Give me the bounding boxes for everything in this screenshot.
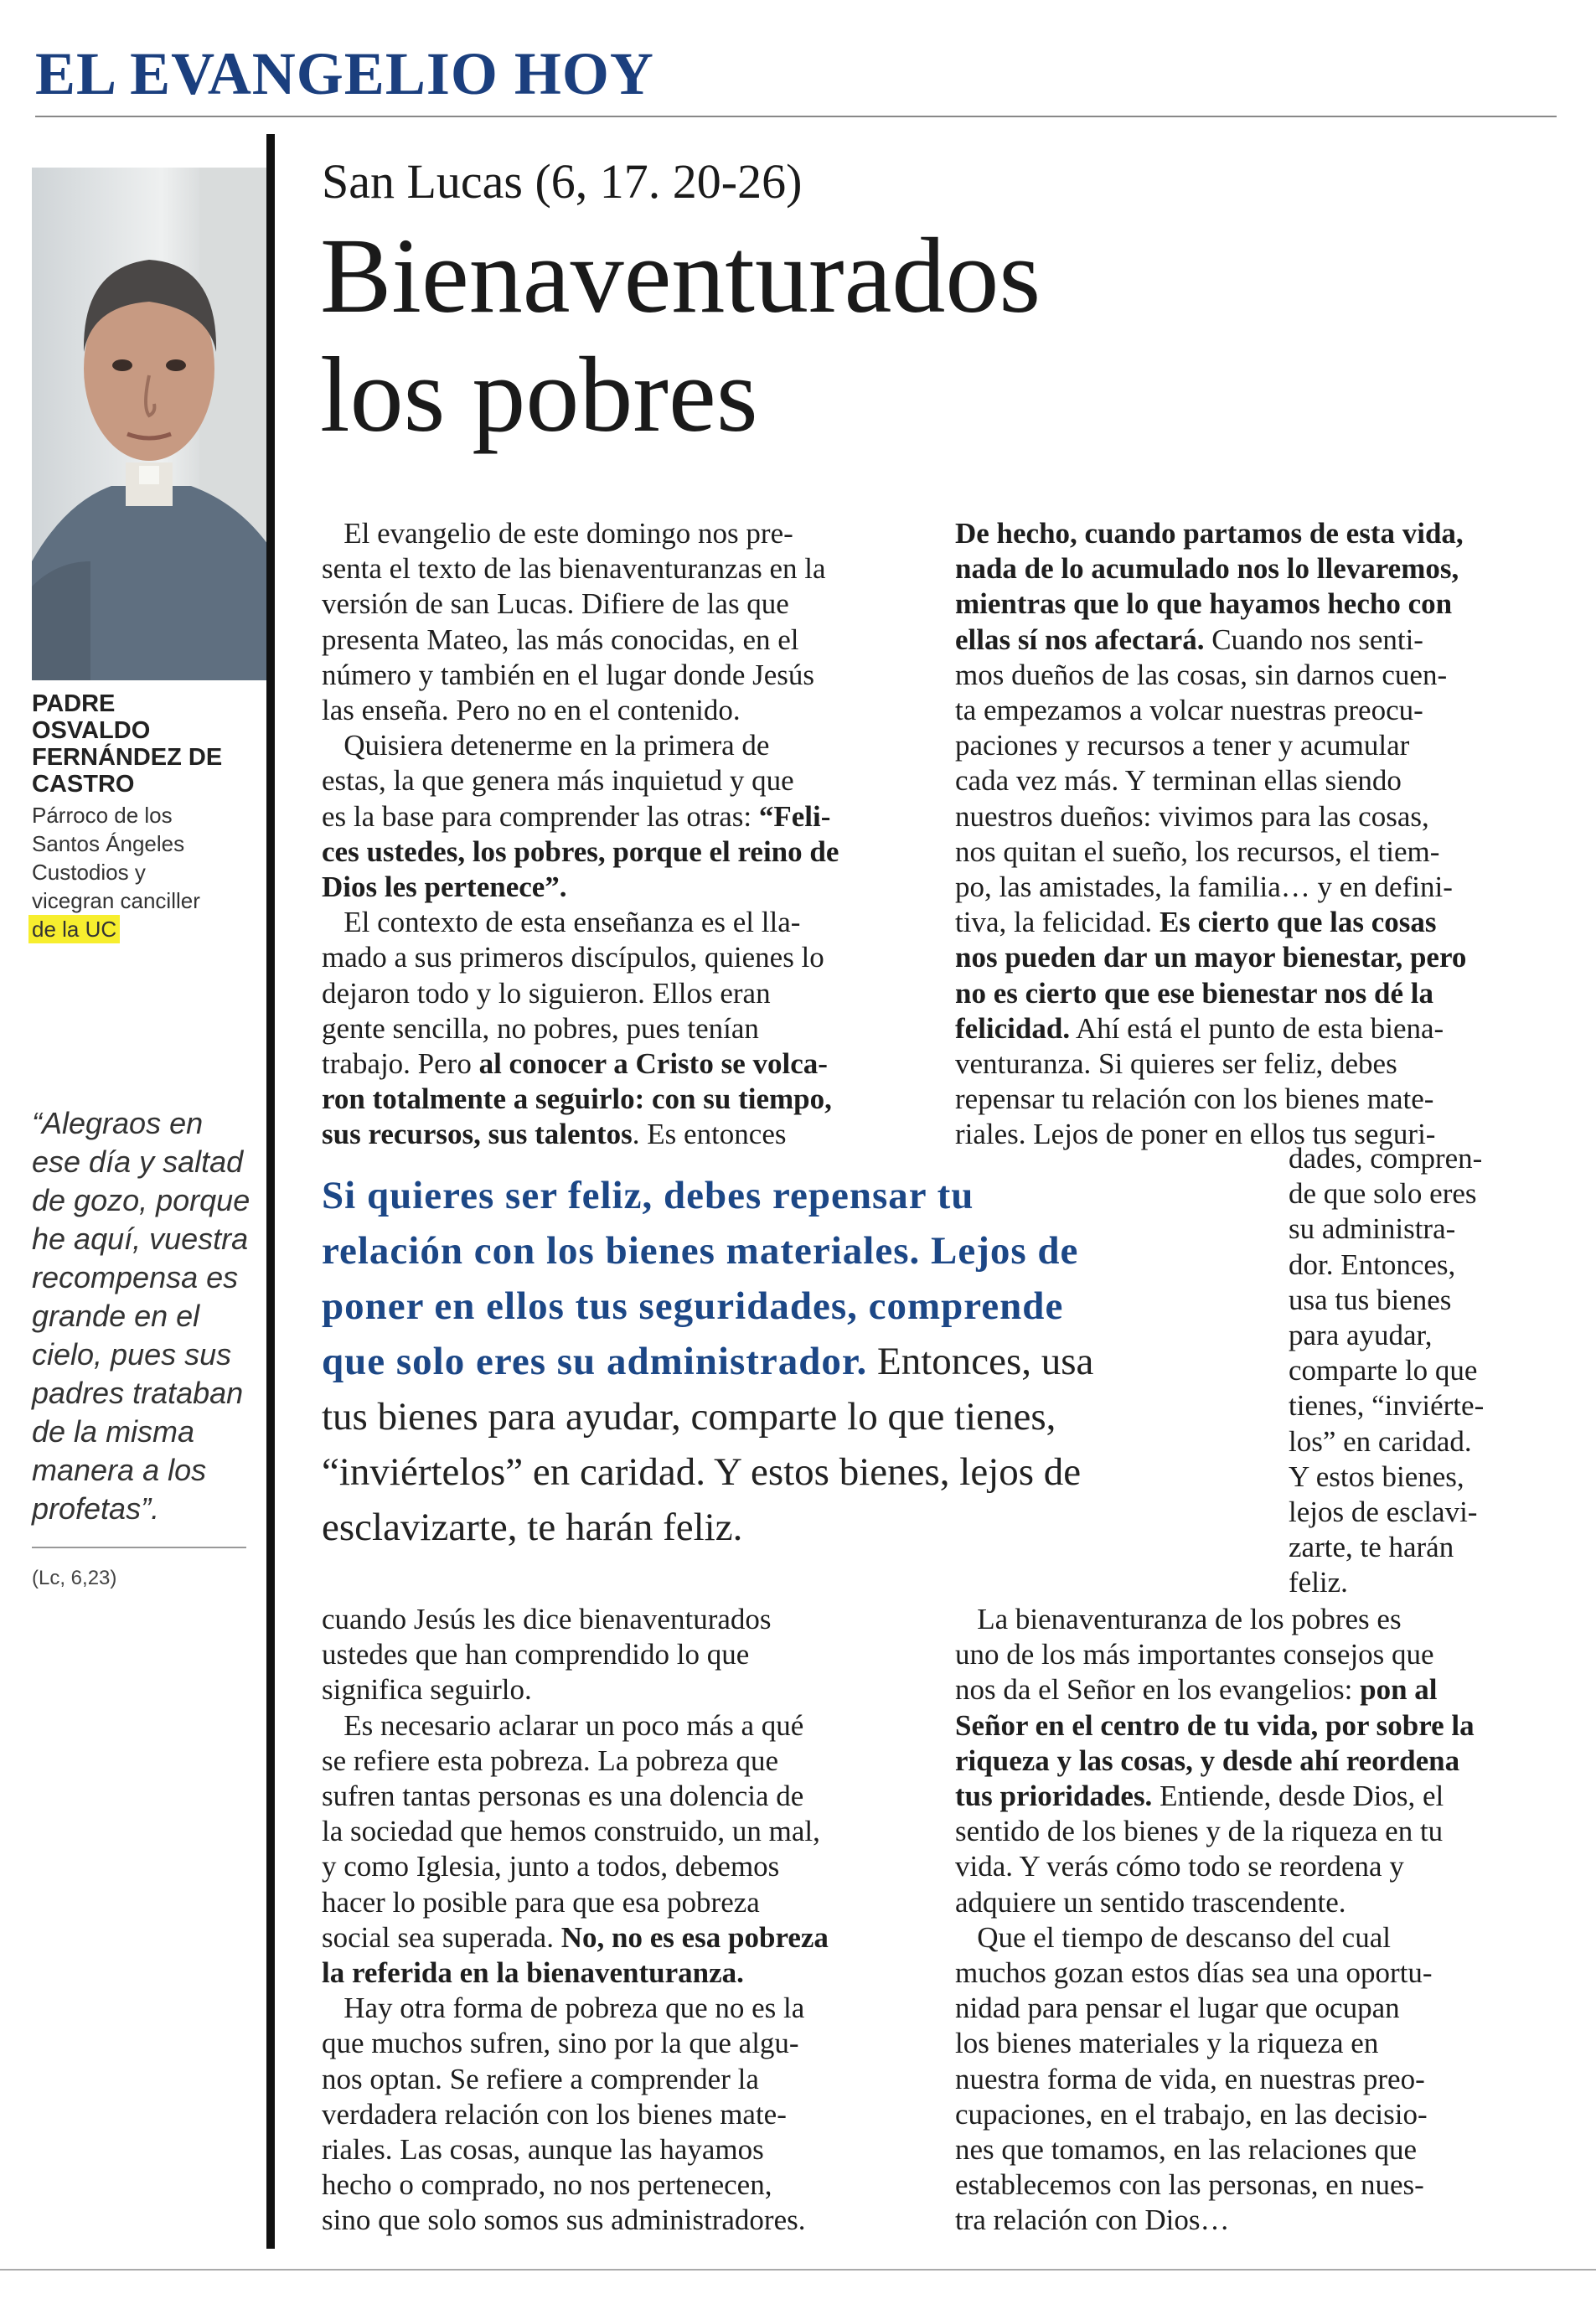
text-run: El contexto de esta enseñanza es el lla- — [322, 906, 801, 939]
text-run: mos dueños de las cosas, sin darnos cuen- — [955, 658, 1448, 691]
text-line — [955, 728, 1558, 763]
text-run: significa seguirlo. — [322, 1673, 532, 1707]
text-line — [322, 1920, 908, 1955]
author-role — [32, 801, 266, 943]
text-line — [1289, 1424, 1557, 1459]
text-line — [1289, 1248, 1557, 1283]
text-line — [955, 516, 1558, 551]
bold-run: Dios les pertenece”. — [322, 871, 567, 904]
column-1-top — [322, 516, 908, 1153]
text-line — [1289, 1459, 1557, 1495]
bottom-divider — [0, 2269, 1596, 2271]
text-run: sentido de los bienes y de la riqueza en tu — [955, 1815, 1444, 1848]
author-photo — [32, 168, 268, 680]
quote-line: de gozo, porque — [32, 1183, 251, 1217]
text-run: para ayudar, — [1289, 1319, 1433, 1352]
text-line — [322, 1885, 908, 1920]
text-line — [322, 1223, 1268, 1279]
text-run: muchos gozan estos días sea una oportu- — [955, 1956, 1433, 1990]
text-run: estas, la que genera más inquietud y que — [322, 764, 794, 798]
text-line — [322, 1444, 1268, 1500]
text-line — [955, 1708, 1558, 1744]
text-line — [322, 1955, 908, 1991]
bold-run: tus prioridades. — [955, 1780, 1153, 1813]
text-line — [955, 1637, 1558, 1672]
bold-run: pon al — [1360, 1673, 1438, 1707]
bold-run: mientras que lo que hayamos hecho con — [955, 587, 1453, 621]
text-line — [1289, 1530, 1557, 1565]
text-run: riales. Las cosas, aunque las hayamos — [322, 2133, 764, 2167]
text-line — [322, 658, 908, 693]
text-line — [322, 623, 908, 658]
column-2-top — [955, 516, 1558, 1153]
text-line — [955, 1672, 1558, 1707]
text-run: adquiere un sentido trascendente. — [955, 1885, 1346, 1919]
bold-run: No, no es esa pobreza — [560, 1920, 829, 1954]
quote-line: padres trataban — [32, 1376, 244, 1410]
text-line — [955, 658, 1558, 693]
text-line — [955, 1046, 1558, 1082]
text-line — [322, 834, 908, 870]
text-line — [322, 2132, 908, 2167]
text-run: Ahí está el punto de esta biena- — [1070, 1011, 1444, 1045]
text-line — [322, 1849, 908, 1884]
text-run: “inviértelos” en caridad. Y estos bienes, lejos de — [322, 1450, 1082, 1494]
text-run: nos da el Señor en los evangelios: — [955, 1673, 1361, 1707]
quote-line: de la misma — [32, 1414, 195, 1449]
bold-run: sus recursos, sus talentos — [322, 1118, 633, 1151]
text-line — [955, 1011, 1558, 1046]
text-run: mado a sus primeros discípulos, quienes lo — [322, 941, 824, 974]
text-run: cuando Jesús les dice bienaventurados — [322, 1603, 772, 1635]
author-role-line: Santos Ángeles — [32, 831, 185, 856]
bold-run: nada de lo acumulado nos lo llevaremos, — [955, 552, 1459, 586]
quote-line: recompensa es — [32, 1260, 239, 1294]
text-line — [322, 2062, 908, 2097]
text-line — [322, 870, 908, 905]
headline-line: los pobres — [320, 335, 758, 454]
text-line — [322, 799, 908, 834]
text-run: venturanza. Si quieres ser feliz, debes — [955, 1047, 1397, 1081]
text-line — [322, 1082, 908, 1117]
text-run: verdadera relación con los bienes mate- — [322, 2097, 787, 2131]
text-line — [955, 870, 1558, 905]
author-role-line: Custodios y — [32, 860, 146, 885]
text-run: Quisiera detenerme en la primera de — [322, 729, 770, 762]
text-line — [1289, 1565, 1557, 1600]
quote-reference: (Lc, 6,23) — [32, 1567, 117, 1589]
pull-quote — [322, 1168, 1268, 1555]
bold-run: al conocer a Cristo se volca- — [478, 1047, 828, 1081]
text-line — [322, 2203, 908, 2238]
text-run: los” en caridad. — [1289, 1424, 1472, 1458]
text-line — [322, 728, 908, 763]
text-run: gente sencilla, no pobres, pues tenían — [322, 1011, 759, 1045]
text-line — [1289, 1211, 1557, 1247]
text-run: que muchos sufren, sino por la que algu- — [322, 2027, 799, 2060]
text-run: Hay otra forma de pobreza que no es la — [322, 1992, 805, 2025]
quote-line: manera a los — [32, 1453, 207, 1487]
text-run: es la base para comprender las otras: — [322, 799, 759, 833]
text-line — [955, 1814, 1558, 1849]
text-line — [1289, 1176, 1557, 1211]
text-line — [955, 623, 1558, 658]
text-line — [322, 1744, 908, 1779]
bold-run: relación con los bienes materiales. Lejos de — [322, 1229, 1079, 1273]
text-line — [322, 1389, 1268, 1444]
text-run: y como Iglesia, junto a todos, debemos — [322, 1850, 780, 1883]
text-line — [322, 516, 908, 551]
text-line — [322, 2026, 908, 2061]
text-run: sino que solo somos sus administradores. — [322, 2203, 806, 2237]
author-role-line: Párroco de los — [32, 803, 173, 828]
text-run: lejos de esclavi- — [1289, 1496, 1478, 1529]
text-run: nes que tomamos, en las relaciones que — [955, 2133, 1418, 2167]
text-line — [322, 1814, 908, 1849]
text-line — [322, 1500, 1268, 1555]
text-line — [955, 1602, 1558, 1637]
text-line — [955, 1849, 1558, 1884]
text-line — [322, 1117, 908, 1152]
bold-run: ces ustedes, los pobres, porque el reino de — [322, 834, 839, 868]
text-run: número y también en el lugar donde Jesús — [322, 658, 815, 691]
column-2-wrap — [1289, 1141, 1557, 1601]
text-line — [1289, 1353, 1557, 1388]
text-run: La bienaventuranza de los pobres es — [955, 1603, 1402, 1635]
bold-run: ron totalmente a seguirlo: con su tiempo, — [322, 1082, 832, 1116]
text-line — [955, 2062, 1558, 2097]
text-run: las enseña. Pero no en el contenido. — [322, 694, 741, 727]
bold-run: De hecho, cuando partamos de esta vida, — [955, 517, 1464, 550]
text-run: dor. Entonces, — [1289, 1248, 1456, 1281]
text-line — [955, 2097, 1558, 2132]
text-run: nidad para pensar el lugar que ocupan — [955, 1992, 1400, 2025]
text-run: de que solo eres — [1289, 1177, 1477, 1211]
text-line — [1289, 1495, 1557, 1530]
text-run: Entonces, usa — [867, 1340, 1094, 1383]
text-line — [955, 1885, 1558, 1920]
text-run: ta empezamos a volcar nuestras preocu- — [955, 694, 1423, 727]
text-run: Entiende, desde Dios, el — [1152, 1780, 1444, 1813]
text-run: uno de los más importantes consejos que — [955, 1638, 1434, 1671]
text-line — [322, 1672, 908, 1707]
author-name-line: CASTRO — [32, 771, 135, 798]
top-divider — [35, 116, 1557, 117]
text-run: paciones y recursos a tener y acumular — [955, 729, 1410, 762]
text-line — [955, 905, 1558, 940]
text-run: feliz. — [1289, 1566, 1348, 1599]
text-run: Que el tiempo de descanso del cual — [955, 1920, 1391, 1954]
bold-run: Señor en el centro de tu vida, por sobre la — [955, 1708, 1475, 1742]
text-run: usa tus bienes — [1289, 1283, 1452, 1316]
text-run: nos quitan el sueño, los recursos, el tiem- — [955, 834, 1440, 868]
bold-run: poner en ellos tus seguridades, comprende — [322, 1284, 1064, 1328]
text-run: senta el texto de las bienaventuranzas en la — [322, 552, 826, 586]
text-line — [322, 551, 908, 586]
author-role-line: vicegran canciller — [32, 888, 200, 913]
text-line — [955, 2203, 1558, 2238]
text-run: dejaron todo y lo siguieron. Ellos eran — [322, 976, 771, 1010]
bold-run: Si quieres ser feliz, debes repensar tu — [322, 1174, 974, 1217]
text-run: riales. Lejos de poner en ellos tus seguri- — [955, 1118, 1436, 1151]
column-1-bottom — [322, 1602, 908, 2239]
author-name-line: OSVALDO — [32, 717, 151, 744]
text-line — [322, 763, 908, 798]
text-line — [322, 940, 908, 975]
text-line — [955, 586, 1558, 622]
text-line — [1289, 1141, 1557, 1176]
text-line — [955, 763, 1558, 798]
text-run: versión de san Lucas. Difiere de las que — [322, 587, 789, 621]
text-line — [322, 1991, 908, 2026]
text-line — [955, 2026, 1558, 2061]
column-2-bottom — [955, 1602, 1558, 2239]
text-line — [955, 2132, 1558, 2167]
text-run: ustedes que han comprendido lo que — [322, 1638, 750, 1671]
bold-run: Es cierto que las cosas — [1159, 906, 1437, 939]
quote-line: he aquí, vuestra — [32, 1222, 249, 1256]
text-run: repensar tu relación con los bienes mate- — [955, 1082, 1434, 1116]
bold-run: felicidad. — [955, 1011, 1071, 1045]
bold-run: la referida en la bienaventuranza. — [322, 1956, 744, 1990]
text-run: sufren tantas personas es una dolencia de — [322, 1780, 804, 1813]
headline-line: Bienaventurados — [320, 216, 1041, 335]
bold-run: riqueza y las cosas, y desde ahí reordena — [955, 1744, 1460, 1777]
text-line — [322, 586, 908, 622]
text-run: zarte, te harán — [1289, 1531, 1454, 1564]
text-run: se refiere esta pobreza. La pobreza que — [322, 1744, 779, 1777]
text-run: tiva, la felicidad. — [955, 906, 1160, 939]
text-line — [322, 1334, 1268, 1389]
text-run: social sea superada. — [322, 1920, 561, 1954]
text-run: tus bienes para ayudar, comparte lo que tienes, — [322, 1395, 1056, 1439]
author-name-line: FERNÁNDEZ DE — [32, 744, 223, 771]
bold-run: “Feli- — [758, 799, 831, 833]
text-run: Es necesario aclarar un poco más a qué — [322, 1708, 804, 1742]
text-line — [322, 905, 908, 940]
text-line — [322, 1637, 908, 1672]
text-line — [955, 1082, 1558, 1117]
text-line — [955, 799, 1558, 834]
bold-run: no es cierto que ese bienestar nos dé la — [955, 976, 1433, 1010]
text-line — [1289, 1283, 1557, 1318]
column-rule — [266, 134, 275, 2249]
text-run: esclavizarte, te harán feliz. — [322, 1506, 743, 1549]
text-run: hacer lo posible para que esa pobreza — [322, 1885, 760, 1919]
text-line — [322, 1279, 1268, 1334]
author-name-line: PADRE — [32, 690, 116, 717]
text-run: Cuando nos senti- — [1204, 623, 1423, 656]
text-line — [955, 834, 1558, 870]
text-line — [322, 1602, 908, 1637]
headline — [320, 216, 1041, 454]
text-line — [955, 940, 1558, 975]
text-line — [955, 1920, 1558, 1955]
text-line — [955, 2167, 1558, 2203]
text-run: . Es entonces — [632, 1118, 787, 1151]
text-line — [955, 1991, 1558, 2026]
gospel-reference: San Lucas (6, 17. 20-26) — [322, 154, 803, 209]
text-line — [955, 976, 1558, 1011]
text-line — [322, 1779, 908, 1814]
sidebar-quote — [32, 1104, 251, 1528]
text-line — [322, 2167, 908, 2203]
quote-line: profetas”. — [32, 1491, 160, 1526]
text-run: nuestra forma de vida, en nuestras preo- — [955, 2062, 1425, 2095]
text-run: El evangelio de este domingo nos pre- — [322, 517, 793, 550]
text-run: la sociedad que hemos construido, un mal, — [322, 1815, 820, 1848]
text-line — [1289, 1318, 1557, 1353]
text-run: nos optan. Se refiere a comprender la — [322, 2062, 759, 2095]
text-run: vida. Y verás cómo todo se reordena y — [955, 1850, 1404, 1883]
text-run: presenta Mateo, las más conocidas, en el — [322, 623, 799, 656]
text-line — [955, 693, 1558, 728]
text-run: cupaciones, en el trabajo, en las decisio- — [955, 2097, 1428, 2131]
section-title: EL EVANGELIO HOY — [35, 40, 654, 107]
quote-line: ese día y saltad — [32, 1144, 244, 1179]
text-run: cada vez más. Y terminan ellas siendo — [955, 764, 1402, 798]
text-run: los bienes materiales y la riqueza en — [955, 2027, 1379, 2060]
text-run: trabajo. Pero — [322, 1047, 479, 1081]
text-run: dades, compren- — [1289, 1142, 1483, 1175]
text-line — [322, 693, 908, 728]
text-line — [322, 1708, 908, 1744]
text-line — [955, 1955, 1558, 1991]
text-line — [955, 1744, 1558, 1779]
bold-run: nos pueden dar un mayor bienestar, pero — [955, 941, 1467, 974]
quote-line: cielo, pues sus — [32, 1337, 232, 1372]
text-run: po, las amistades, la familia… y en defini- — [955, 871, 1453, 904]
text-line — [322, 1011, 908, 1046]
quote-line: grande en el — [32, 1299, 200, 1333]
quote-line: “Alegraos en — [32, 1106, 204, 1140]
text-run: nuestros dueños: vivimos para las cosas, — [955, 799, 1429, 833]
text-run: establecemos con las personas, en nues- — [955, 2168, 1424, 2202]
text-line — [322, 1046, 908, 1082]
text-run: tienes, “inviérte- — [1289, 1389, 1485, 1423]
text-line — [322, 1168, 1268, 1223]
bold-run: que solo eres su administrador. — [322, 1340, 868, 1383]
text-run: tra relación con Dios… — [955, 2203, 1230, 2237]
text-run: su administra- — [1289, 1212, 1456, 1246]
author-role-highlight: de la UC — [28, 915, 120, 943]
text-line — [322, 2097, 908, 2132]
text-line — [955, 551, 1558, 586]
text-run: hecho o comprado, no nos pertenecen, — [322, 2168, 772, 2202]
bold-run: ellas sí nos afectará. — [955, 623, 1205, 656]
text-run: comparte lo que — [1289, 1354, 1478, 1387]
quote-divider — [32, 1547, 246, 1548]
text-line — [1289, 1388, 1557, 1423]
text-line — [322, 976, 908, 1011]
author-name — [32, 690, 266, 798]
text-run: Y estos bienes, — [1289, 1459, 1464, 1493]
text-line — [955, 1779, 1558, 1814]
